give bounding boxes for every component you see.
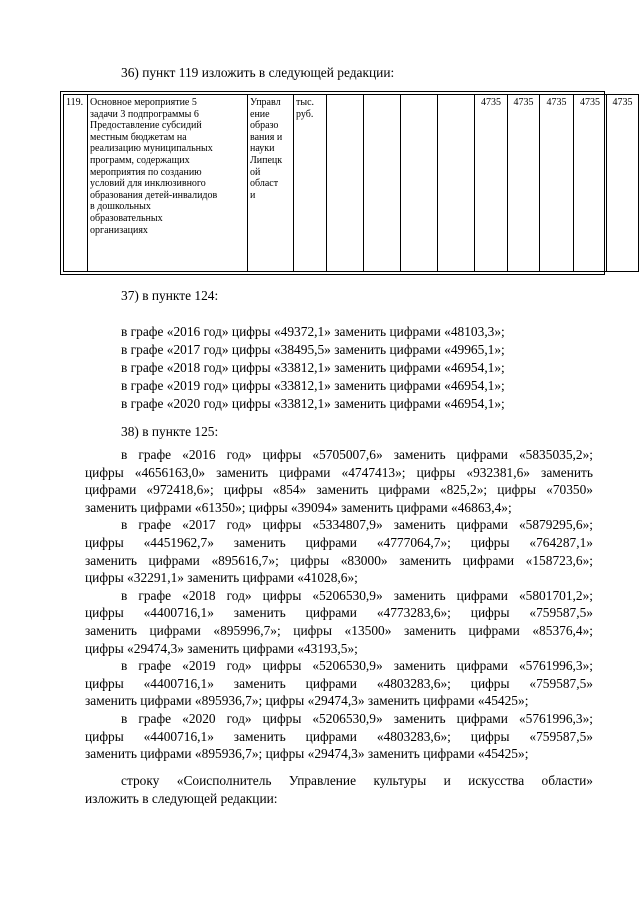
item-37-line: в графе «2018 год» цифры «33812,1» заменить цифрами «46954,1»; bbox=[121, 360, 505, 375]
program-table bbox=[63, 94, 639, 272]
row-number: 119. bbox=[64, 95, 88, 272]
value-cell bbox=[438, 95, 475, 272]
value-cell bbox=[364, 95, 401, 272]
item-37-line: в графе «2017 год» цифры «38495,5» заменить цифрами «49965,1»; bbox=[121, 342, 505, 357]
value-cell: 4735 bbox=[540, 95, 574, 272]
item-37-heading: 37) в пункте 124: bbox=[121, 288, 219, 303]
item-38-line: цифры «4451962,7» заменить цифрами «4777064,7»; цифры «764287,1» bbox=[85, 534, 593, 550]
item-36-heading: 36) пункт 119 изложить в следующей редакции: bbox=[121, 65, 395, 80]
item-38-line: заменить цифрами «895616,7»; цифры «83000» заменить цифрами «158723,6»; bbox=[85, 552, 593, 568]
unit-cell: тыс. руб. bbox=[294, 95, 327, 272]
item-37-line: в графе «2020 год» цифры «33812,1» заменить цифрами «46954,1»; bbox=[121, 396, 505, 411]
closing-paragraph bbox=[85, 772, 593, 807]
activity-name-cell: Основное мероприятие 5 задачи 3 подпрограммы 6 Предоставление субсидий местным бюджетам на реализацию муниципальных программ, содержащих мероприятия по созданию условий для инклюзивного образования детей-инвалидов в дошкольных образовательных организациях bbox=[88, 95, 248, 272]
item-37-line: в графе «2016 год» цифры «49372,1» заменить цифрами «48103,3»; bbox=[121, 324, 505, 339]
item-38-body bbox=[85, 446, 593, 763]
value-cell: 4735 bbox=[607, 95, 639, 272]
item-38-line: цифры «4656163,0» заменить цифрами «4747413»; цифры «932381,6» заменить bbox=[85, 464, 593, 480]
item-38-line: заменить цифрами «895936,7»; цифры «29474,3» заменить цифрами «45425»; bbox=[85, 746, 529, 762]
item-38-line: цифры «29474,3» заменить цифрами «43193,5»; bbox=[85, 640, 358, 656]
value-cell: 4735 bbox=[475, 95, 508, 272]
item-37-line: в графе «2019 год» цифры «33812,1» заменить цифрами «46954,1»; bbox=[121, 378, 505, 393]
closing-line: строку «Соисполнитель Управление культуры и искусства области» bbox=[121, 773, 593, 788]
item-38-line: цифры «4400716,1» заменить цифрами «4803283,6»; цифры «759587,5» bbox=[85, 675, 593, 691]
closing-line: изложить в следующей редакции: bbox=[85, 790, 278, 806]
item-38-line: в графе «2016 год» цифры «5705007,6» заменить цифрами «5835035,2»; bbox=[121, 447, 593, 462]
item-38-line: заменить цифрами «61350»; цифры «39094» заменить цифрами «46863,4»; bbox=[85, 499, 512, 515]
table-row bbox=[64, 95, 639, 272]
item-38-line: в графе «2020 год» цифры «5206530,9» заменить цифрами «5761996,3»; bbox=[121, 710, 593, 726]
item-38-line: в графе «2019 год» цифры «5206530,9» заменить цифрами «5761996,3»; bbox=[121, 658, 593, 674]
value-cell bbox=[401, 95, 438, 272]
item-38-line: цифры «4400716,1» заменить цифрами «4773283,6»; цифры «759587,5» bbox=[85, 605, 593, 621]
item-38-heading: 38) в пункте 125: bbox=[121, 424, 219, 439]
item-38-line: цифры «4400716,1» заменить цифрами «4803283,6»; цифры «759587,5» bbox=[85, 728, 593, 744]
item-38-line: цифрами «972418,6»; цифры «854» заменить цифрами «825,2»; цифры «70350» bbox=[85, 482, 593, 498]
value-cell: 4735 bbox=[574, 95, 607, 272]
executor-cell: Управл ение образо вания и науки Липецк ой област и bbox=[248, 95, 294, 272]
value-cell bbox=[327, 95, 364, 272]
item-38-line: в графе «2018 год» цифры «5206530,9» заменить цифрами «5801701,2»; bbox=[121, 587, 593, 603]
item-38-line: цифры «32291,1» заменить цифрами «41028,6»; bbox=[85, 570, 358, 586]
item-38-line: заменить цифрами «895996,7»; цифры «13500» заменить цифрами «85376,4»; bbox=[85, 622, 593, 638]
value-cell: 4735 bbox=[508, 95, 540, 272]
item-38-line: в графе «2017 год» цифры «5334807,9» заменить цифрами «5879295,6»; bbox=[121, 517, 593, 533]
item-38-line: заменить цифрами «895936,7»; цифры «29474,3» заменить цифрами «45425»; bbox=[85, 693, 529, 709]
